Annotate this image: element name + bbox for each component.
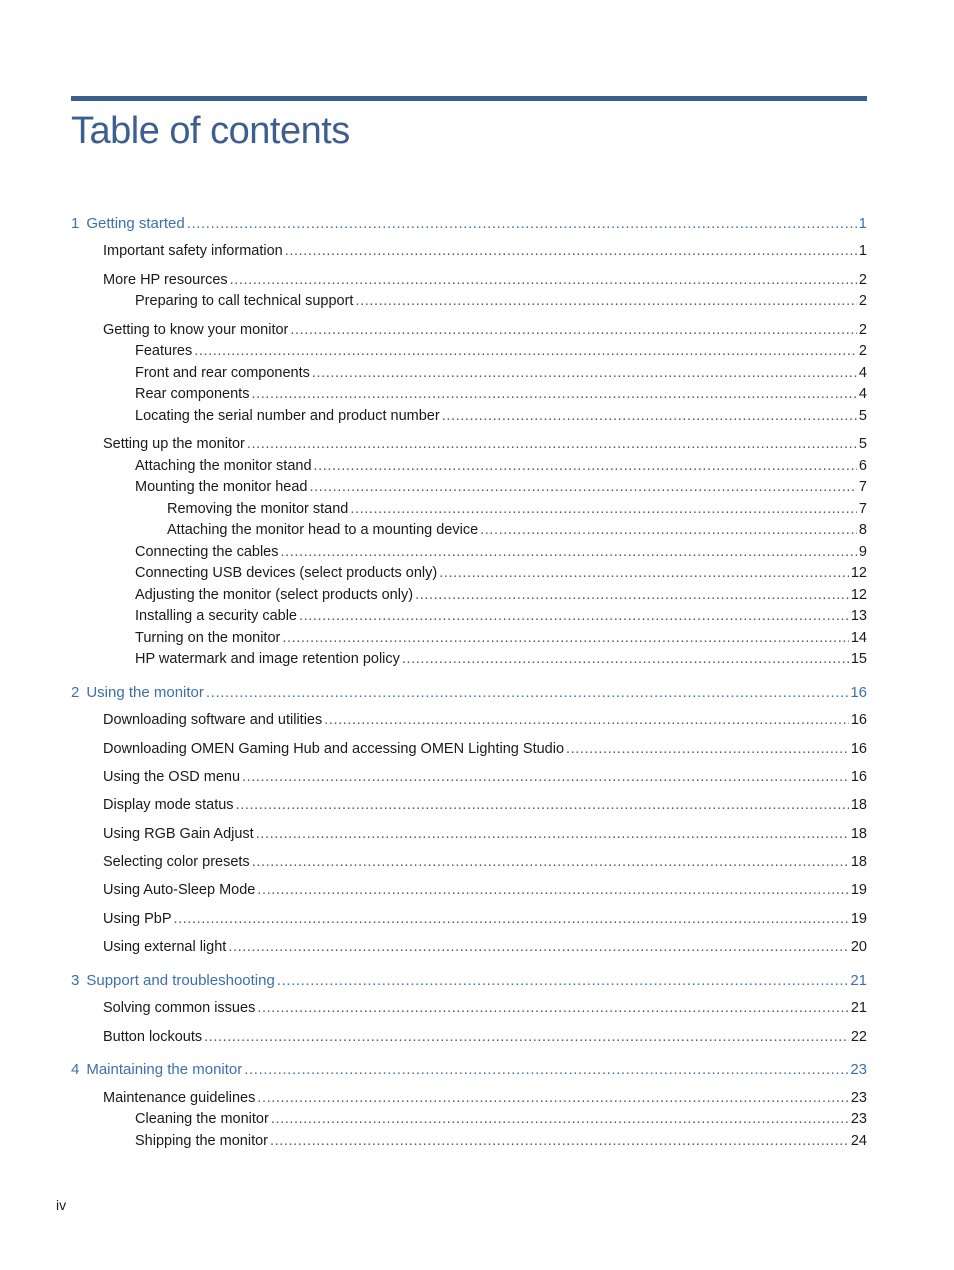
toc-page-number: 22 [850, 1029, 867, 1045]
dot-leader [271, 1109, 849, 1129]
toc-page-number: 23 [850, 1090, 867, 1106]
dot-leader [174, 909, 849, 929]
toc-entry[interactable] [103, 795, 867, 815]
toc-entry[interactable] [103, 320, 867, 340]
dot-leader [230, 270, 857, 290]
chapter-number: 2 [71, 684, 80, 701]
dot-leader [257, 880, 849, 900]
toc-page-number: 24 [850, 1133, 867, 1149]
toc-entry-text: Important safety information [103, 243, 283, 259]
toc-entry-label [71, 1060, 242, 1080]
toc-page-number: 9 [858, 544, 867, 560]
toc-entry-label [135, 384, 249, 404]
toc-page-number: 21 [850, 1000, 867, 1016]
toc-entry[interactable] [135, 628, 867, 648]
dot-leader [194, 341, 857, 361]
toc-entry[interactable] [103, 739, 867, 759]
toc-entry-label [103, 824, 254, 844]
toc-page-number: 16 [850, 741, 867, 757]
dot-leader [252, 852, 849, 872]
toc-entry-label [103, 767, 240, 787]
toc-entry[interactable] [135, 649, 867, 669]
toc-page-number: 2 [858, 322, 867, 338]
toc-entry-text: Using Auto-Sleep Mode [103, 882, 256, 898]
dot-leader [324, 710, 849, 730]
toc-entry[interactable] [135, 341, 867, 361]
toc-page-number: 16 [850, 769, 867, 785]
toc-entry-label [103, 998, 255, 1018]
dot-leader [402, 649, 849, 669]
toc-entry[interactable] [135, 456, 867, 476]
toc-entry-text: Installing a security cable [135, 608, 297, 624]
toc-entry[interactable] [103, 824, 867, 844]
toc-entry-label [135, 585, 413, 605]
toc-entry-label [103, 241, 283, 261]
toc-page-number: 4 [858, 365, 867, 381]
toc-entry-label [71, 683, 204, 703]
toc-entry-text: More HP resources [103, 272, 228, 288]
toc-entry-label [135, 477, 308, 497]
toc-entry-label [103, 1027, 202, 1047]
toc-entry[interactable] [103, 270, 867, 290]
toc-chapter-entry[interactable] [71, 214, 867, 234]
toc-entry-label [135, 363, 310, 383]
toc-entry-text: Maintaining the monitor [86, 1061, 243, 1078]
toc-entry[interactable] [103, 880, 867, 900]
toc-entry[interactable] [103, 1027, 867, 1047]
dot-leader [566, 739, 849, 759]
dot-leader [270, 1131, 849, 1151]
dot-leader [415, 585, 849, 605]
toc-entry[interactable] [103, 998, 867, 1018]
toc-entry-text: Removing the monitor stand [167, 501, 349, 517]
toc-entry-label [103, 1088, 255, 1108]
toc-entry-label [103, 270, 228, 290]
toc-entry[interactable] [135, 384, 867, 404]
toc-page-number: 18 [850, 854, 867, 870]
toc-page-number: 21 [850, 972, 867, 989]
toc-entry-text: Using the OSD menu [103, 769, 241, 785]
toc-entry-text: Shipping the monitor [135, 1133, 268, 1149]
toc-chapter-entry[interactable] [71, 683, 867, 703]
toc-entry-text: Getting started [86, 215, 185, 232]
toc-page-number: 18 [850, 797, 867, 813]
toc-entry[interactable] [167, 520, 867, 540]
toc-entry[interactable] [135, 291, 867, 311]
toc-entry-text: Features [135, 343, 193, 359]
toc-entry[interactable] [135, 563, 867, 583]
toc-entry-text: Downloading OMEN Gaming Hub and accessing OMEN Lighting Studio [103, 741, 565, 757]
toc-entry-label [135, 628, 280, 648]
toc-entry-label [71, 971, 275, 991]
toc-entry[interactable] [103, 852, 867, 872]
dot-leader [228, 937, 849, 957]
chapter-number: 1 [71, 215, 80, 232]
toc-entry[interactable] [135, 585, 867, 605]
dot-leader [242, 767, 849, 787]
toc-entry[interactable] [103, 1088, 867, 1108]
toc-entry[interactable] [135, 406, 867, 426]
toc-entry[interactable] [103, 710, 867, 730]
toc-entry-label [135, 1131, 268, 1151]
toc-entry-text: Getting to know your monitor [103, 322, 289, 338]
dot-leader [247, 434, 857, 454]
toc-entry-text: Using PbP [103, 911, 172, 927]
toc-entry-text: Turning on the monitor [135, 630, 281, 646]
toc-page-number: 5 [858, 408, 867, 424]
toc-page-number: 8 [858, 522, 867, 538]
toc-page-number: 2 [858, 343, 867, 359]
chapter-number: 4 [71, 1061, 80, 1078]
toc-entry[interactable] [167, 499, 867, 519]
toc-chapter-entry[interactable] [71, 971, 867, 991]
toc-page-number: 5 [858, 436, 867, 452]
toc-entry-label [135, 1109, 269, 1129]
toc-entry-label [135, 456, 312, 476]
dot-leader [257, 1088, 849, 1108]
dot-leader [310, 477, 857, 497]
toc-entry-label [103, 710, 322, 730]
toc-page-number: 12 [850, 565, 867, 581]
toc-entry-text: Attaching the monitor stand [135, 458, 312, 474]
dot-leader [480, 520, 857, 540]
toc-entry[interactable] [103, 937, 867, 957]
toc-entry-label [167, 499, 348, 519]
toc-entry-label [135, 563, 437, 583]
toc-page-number: 12 [850, 587, 867, 603]
toc-page-number: 1 [858, 215, 867, 232]
toc-entry-label [135, 291, 353, 311]
toc-entry-label [103, 909, 172, 929]
dot-leader [282, 628, 849, 648]
toc-entry[interactable] [135, 363, 867, 383]
toc-entry-text: Connecting USB devices (select products only) [135, 565, 438, 581]
dot-leader [206, 683, 848, 703]
toc-entry-text: Using external light [103, 939, 227, 955]
toc-entry-label [103, 795, 234, 815]
toc-page-number: 18 [850, 826, 867, 842]
toc-entry[interactable] [103, 767, 867, 787]
toc-entry-text: Solving common issues [103, 1000, 256, 1016]
title-rule [71, 96, 867, 101]
toc-entry-label [135, 341, 192, 361]
toc-page-number: 15 [850, 651, 867, 667]
toc-entry-text: Rear components [135, 386, 250, 402]
toc-entry[interactable] [135, 1109, 867, 1129]
toc-entry-text: Connecting the cables [135, 544, 279, 560]
dot-leader [281, 542, 857, 562]
toc-entry-text: Mounting the monitor head [135, 479, 308, 495]
toc-entry-label [103, 852, 250, 872]
toc-entry-label [103, 937, 226, 957]
toc-entry-label [135, 649, 400, 669]
toc-entry-label [135, 542, 279, 562]
toc-entry-text: Attaching the monitor head to a mounting device [167, 522, 479, 538]
toc-entry-text: HP watermark and image retention policy [135, 651, 400, 667]
toc-entry-label [71, 214, 185, 234]
toc-entry-text: Display mode status [103, 797, 234, 813]
toc-entry-text: Downloading software and utilities [103, 712, 323, 728]
dot-leader [257, 998, 849, 1018]
toc-page-number: 13 [850, 608, 867, 624]
toc-page-number: 19 [850, 882, 867, 898]
toc-entry[interactable] [103, 909, 867, 929]
dot-leader [256, 824, 849, 844]
toc-page-number: 16 [850, 684, 867, 701]
toc-entry-text: Using the monitor [86, 684, 204, 701]
toc-entry-text: Preparing to call technical support [135, 293, 354, 309]
toc-page-number: 16 [850, 712, 867, 728]
toc-entry-text: Selecting color presets [103, 854, 250, 870]
dot-leader [204, 1027, 849, 1047]
toc-entry-text: Button lockouts [103, 1029, 203, 1045]
toc-entry[interactable] [135, 477, 867, 497]
toc-page-number: 14 [850, 630, 867, 646]
toc-entry-label [135, 406, 440, 426]
dot-leader [244, 1060, 848, 1080]
toc-page-number: 4 [858, 386, 867, 402]
chapter-number: 3 [71, 972, 80, 989]
toc-entry[interactable] [135, 1131, 867, 1151]
dot-leader [314, 456, 857, 476]
toc-entry-label [103, 739, 564, 759]
toc-entry-label [135, 606, 297, 626]
dot-leader [442, 406, 857, 426]
toc-entry-text: Front and rear components [135, 365, 310, 381]
toc-entry[interactable] [103, 434, 867, 454]
dot-leader [290, 320, 857, 340]
toc-entry-text: Using RGB Gain Adjust [103, 826, 254, 842]
toc-page-number: 7 [858, 501, 867, 517]
toc-entry-label [103, 320, 288, 340]
toc-entry-label [103, 434, 245, 454]
toc-entry[interactable] [135, 606, 867, 626]
toc-entry-label [103, 880, 255, 900]
dot-leader [312, 363, 857, 383]
dot-leader [277, 971, 848, 991]
dot-leader [355, 291, 856, 311]
toc-entry-text: Cleaning the monitor [135, 1111, 269, 1127]
toc-entry-text: Adjusting the monitor (select products only) [135, 587, 414, 603]
dot-leader [251, 384, 856, 404]
toc-page-number: 23 [850, 1111, 867, 1127]
toc-page-number: 6 [858, 458, 867, 474]
toc-page-number: 19 [850, 911, 867, 927]
page-folio: iv [56, 1197, 67, 1213]
toc-page-number: 2 [858, 272, 867, 288]
toc-entry-text: Setting up the monitor [103, 436, 245, 452]
dot-leader [187, 214, 857, 234]
toc-page-number: 20 [850, 939, 867, 955]
toc-entry[interactable] [135, 542, 867, 562]
toc-page-number: 7 [858, 479, 867, 495]
toc-entry-text: Locating the serial number and product number [135, 408, 440, 424]
toc-entry-text: Support and troubleshooting [86, 972, 275, 989]
dot-leader [285, 241, 857, 261]
toc-entry[interactable] [103, 241, 867, 261]
toc-page-number: 1 [858, 243, 867, 259]
dot-leader [439, 563, 849, 583]
dot-leader [299, 606, 849, 626]
dot-leader [236, 795, 849, 815]
toc-entry-label [167, 520, 478, 540]
toc-page-number: 2 [858, 293, 867, 309]
dot-leader [350, 499, 857, 519]
page-title: Table of contents [71, 110, 350, 152]
toc-entry-text: Maintenance guidelines [103, 1090, 256, 1106]
toc-chapter-entry[interactable] [71, 1060, 867, 1080]
toc-page-number: 23 [850, 1061, 867, 1078]
